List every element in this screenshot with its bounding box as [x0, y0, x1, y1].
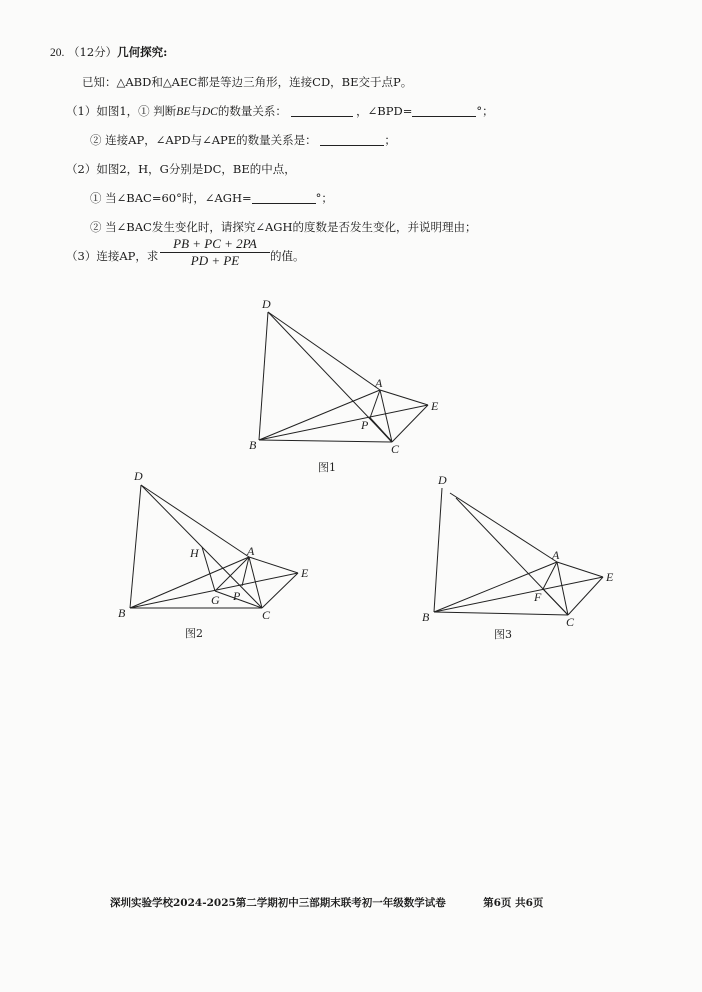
given-statement: 已知：△ABD和△AEC都是等边三角形，连接CD，BE交于点P。 [82, 75, 413, 89]
fig3-label-c: C [566, 615, 575, 629]
fig2-label-c: C [262, 608, 271, 622]
part3-label: （3）连接AP，求 [66, 249, 159, 263]
part1-be: BE [176, 106, 191, 118]
figure-3 [420, 470, 630, 650]
part2-line2 [90, 190, 333, 206]
part1-dc: DC [201, 106, 218, 118]
fig3-label-d: D [438, 473, 447, 487]
part1-text1: 判断 [153, 104, 177, 118]
fig1-label-p: P [361, 418, 369, 432]
fig2-label-b: B [118, 606, 126, 620]
answer-blank-4[interactable] [252, 192, 316, 204]
fig1-label-a: A [375, 376, 383, 390]
part2-sub1-end: °； [315, 191, 333, 205]
part1-line2 [90, 132, 396, 148]
fraction [160, 236, 270, 269]
answer-blank-3[interactable] [320, 134, 384, 146]
fig1-label-d: D [262, 297, 271, 311]
fig1-label-c: C [391, 442, 400, 456]
figure-2 [112, 465, 322, 645]
fig2-label-g: G [211, 593, 220, 607]
figure-1 [240, 290, 450, 480]
fig2-label-p: P [233, 589, 241, 603]
fig3-label-a: A [552, 548, 560, 562]
part1-text2: 与 [190, 104, 202, 118]
part2-mid: H，G分别是DC，BE的中点， [138, 162, 296, 176]
part1-sub2-label: ② 连接AP，∠APD与∠APE的数量关系是： [90, 133, 317, 147]
footer-page-number: 第6页 共6页 [483, 897, 544, 909]
part2-label: （2）如图2， [66, 162, 139, 176]
fig2-label-e: E [301, 566, 309, 580]
fig1-caption: 图1 [318, 461, 336, 474]
part3-end: 的值。 [270, 249, 305, 263]
page-footer [110, 895, 543, 910]
fraction-denominator: PD + PE [160, 252, 270, 269]
answer-blank-2[interactable] [412, 105, 476, 117]
footer-exam-title: 深圳实验学校2024-2025第二学期初中三部期末联考初一年级数学试卷 [110, 897, 446, 909]
fig1-label-b: B [249, 438, 257, 452]
fraction-numerator: PB + PC + 2PA [173, 236, 257, 251]
part1-degree-end: °； [476, 104, 494, 118]
fig3-label-f: F [534, 590, 542, 604]
part2-line1 [66, 161, 296, 177]
part1-sub2-end: ； [384, 133, 396, 147]
fig2-label-a: A [247, 544, 255, 558]
fig2-label-d: D [134, 469, 143, 483]
fig1-label-e: E [431, 399, 439, 413]
question-number: 20. [50, 47, 65, 59]
part1-text3: 的数量关系： [217, 104, 287, 118]
answer-blank-1[interactable] [291, 105, 353, 117]
fig2-label-h: H [190, 546, 199, 560]
part1-line1 [66, 103, 494, 120]
question-header [50, 44, 167, 61]
part2-sub1-start: ① 当∠BAC=60°时，∠AGH= [90, 191, 252, 205]
part2-line3: ② 当∠BAC发生变化时，请探究∠AGH的度数是否发生变化，并说明理由； [90, 220, 477, 234]
fig3-label-e: E [606, 570, 614, 584]
fig3-label-b: B [422, 610, 430, 624]
part1-angle-label: ，∠BPD= [356, 104, 413, 118]
fig2-caption: 图2 [185, 627, 203, 640]
question-title: 几何探究: [117, 45, 168, 59]
question-score: （12分） [68, 45, 118, 59]
part1-label: （1）如图1，① [66, 104, 150, 118]
fig3-caption: 图3 [494, 628, 512, 641]
